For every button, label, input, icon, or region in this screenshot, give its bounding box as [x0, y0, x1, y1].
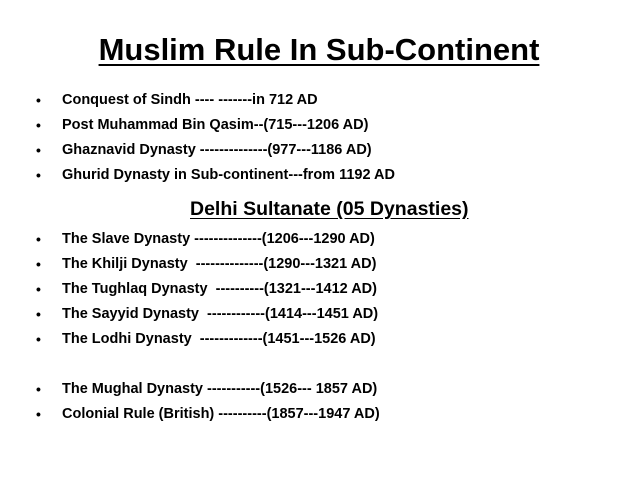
- list-item-text: The Slave Dynasty --------------(1206---1290 AD): [62, 231, 375, 247]
- list-item-text: The Lodhi Dynasty -------------(1451---1526 AD): [62, 331, 376, 347]
- later-rule-list: [0, 377, 638, 427]
- bullet-icon: •: [36, 256, 41, 272]
- list-item-text: Ghurid Dynasty in Sub-continent---from 1192 AD: [62, 167, 395, 183]
- bullet-icon: •: [36, 167, 41, 183]
- list-item: [0, 327, 638, 352]
- bullet-icon: •: [36, 331, 41, 347]
- bullet-icon: •: [36, 231, 41, 247]
- list-item: [0, 252, 638, 277]
- delhi-sultanate-heading: Delhi Sultanate (05 Dynasties): [190, 198, 469, 220]
- list-item-text: Post Muhammad Bin Qasim--(715---1206 AD): [62, 117, 369, 133]
- list-item: [0, 302, 638, 327]
- list-item: [0, 377, 638, 402]
- list-item-text: Ghaznavid Dynasty --------------(977---1186 AD): [62, 142, 372, 158]
- delhi-sultanate-list: [0, 227, 638, 352]
- list-item: [0, 227, 638, 252]
- list-item: [0, 277, 638, 302]
- list-item-text: The Sayyid Dynasty ------------(1414---1451 AD): [62, 306, 379, 322]
- list-item: [0, 113, 638, 138]
- list-item-text: Conquest of Sindh ---- -------in 712 AD: [62, 92, 318, 108]
- list-item: [0, 163, 638, 188]
- bullet-icon: •: [36, 381, 41, 397]
- list-item-text: The Tughlaq Dynasty ----------(1321---1412 AD): [62, 281, 377, 297]
- bullet-icon: •: [36, 92, 41, 108]
- bullet-icon: •: [36, 117, 41, 133]
- list-item: [0, 138, 638, 163]
- slide-title: Muslim Rule In Sub-Continent: [98, 32, 540, 67]
- list-item-text: The Khilji Dynasty --------------(1290---1321 AD): [62, 256, 377, 272]
- bullet-icon: •: [36, 306, 41, 322]
- list-item: [0, 402, 638, 427]
- list-item-text: The Mughal Dynasty -----------(1526--- 1857 AD): [62, 381, 378, 397]
- bullet-icon: •: [36, 406, 41, 422]
- list-item: [0, 88, 638, 113]
- bullet-icon: •: [36, 281, 41, 297]
- early-rule-list: [0, 88, 638, 188]
- list-item-text: Colonial Rule (British) ----------(1857---1947 AD): [62, 406, 380, 422]
- bullet-icon: •: [36, 142, 41, 158]
